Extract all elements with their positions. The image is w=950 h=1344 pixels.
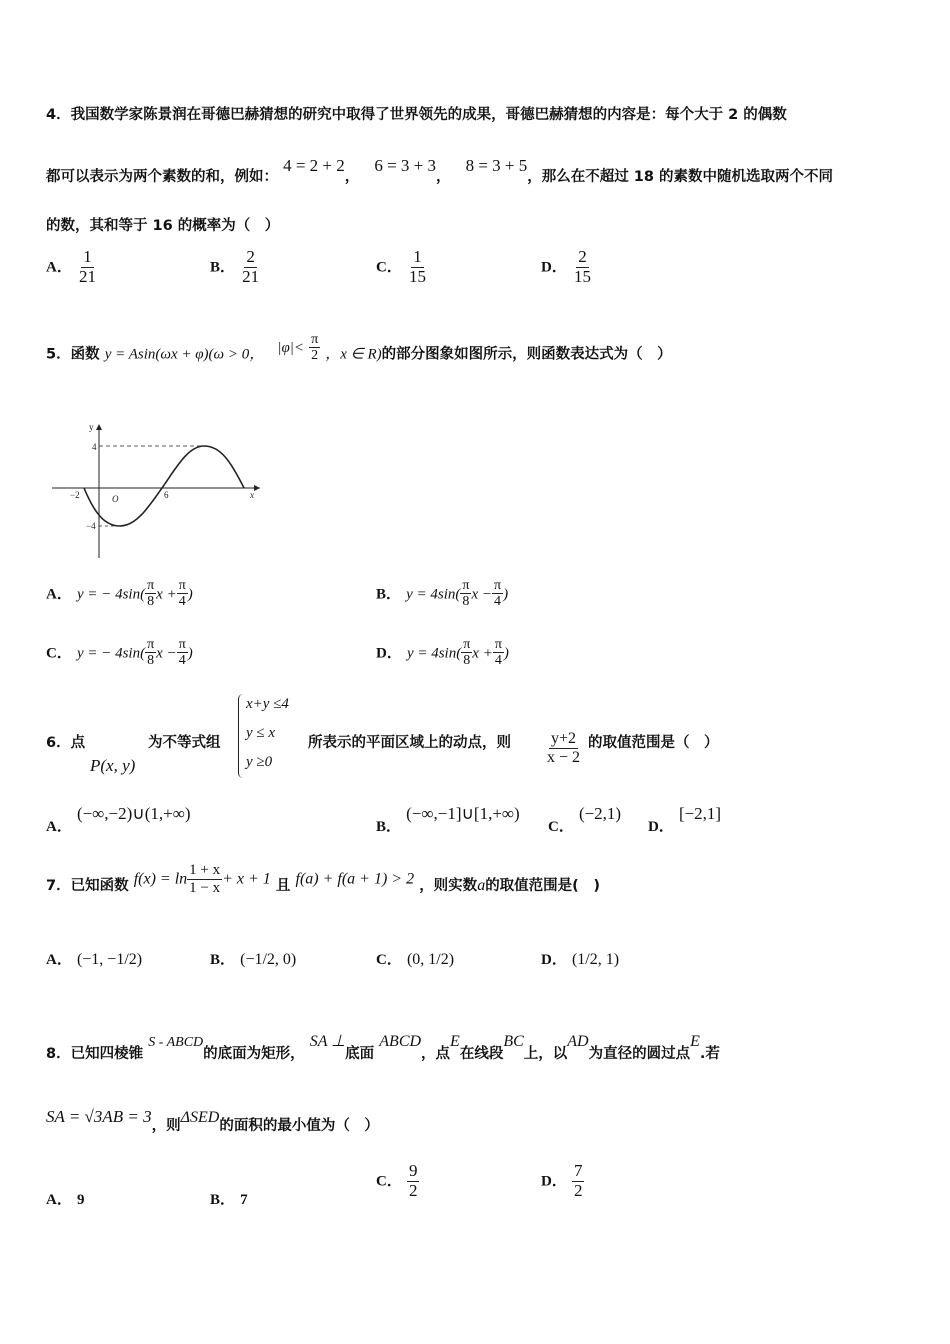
q6-ineq-3: y ≥0 (246, 754, 273, 770)
q8-option-b[interactable]: B． 7 (210, 1192, 248, 1208)
q5-stem: 5．函数 y = Asin(ωx + φ)(ω > 0， |φ|< $\frac{\pi}{2}$ ，x ∈ R)的部分图象如图所示，则函数表达式为（ ） (46, 332, 672, 364)
origin-label: O (112, 494, 119, 504)
x-axis-label: x (250, 490, 254, 500)
q4-option-b[interactable]: B． $\frac{2}{21}$ (210, 247, 260, 286)
q4-line2: 都可以表示为两个素数的和，例如： 4 = 2 + 2， 6 = 3 + 3， 8 = 3 + 5，那么在不超过 18 的素数中随机选取两个不同 (46, 156, 834, 185)
tick-y-bottom: −4 (86, 521, 96, 531)
q8-line2: SA = √3AB = 3，则ΔSED的面积的最小值为（ ） (46, 1107, 379, 1134)
q6-option-b[interactable]: B． (−∞,−1]∪[1,+∞) (376, 804, 520, 835)
q6-ineq-2: y ≤ x (246, 725, 276, 741)
q5-option-c[interactable]: C． y = − 4sin( $\frac{\pi}{8}$ x − $\frac{\pi}{4}$ ) (46, 637, 193, 669)
q7-option-b[interactable]: B． (−1/2, 0) (210, 951, 297, 968)
q4-option-c[interactable]: C． $\frac{1}{15}$ (376, 247, 426, 286)
q6-option-a[interactable]: A． (−∞,−2)∪(1,+∞) (46, 804, 191, 835)
q8-option-c[interactable]: C． $\frac{9}{2}$ (376, 1161, 418, 1200)
q6-option-d[interactable]: D． [−2,1] (648, 804, 722, 835)
q7-option-c[interactable]: C． (0, 1/2) (376, 951, 455, 968)
q8-option-a[interactable]: A． 9 (46, 1192, 85, 1208)
q6-point: P(x, y) (90, 756, 136, 775)
q6-option-c[interactable]: C． (−2,1) (548, 804, 622, 835)
q8-option-d[interactable]: D． $\frac{7}{2}$ (541, 1161, 583, 1200)
q6-brace (238, 694, 243, 778)
q4-line3: 的数，其和等于 16 的概率为（ ） (46, 218, 280, 234)
q5-option-a[interactable]: A． y = − 4sin( $\frac{\pi}{8}$ x + $\frac{\pi}{4}$ ) (46, 578, 193, 610)
q6-num: 6．点 (46, 735, 86, 751)
q6-fraction: $\frac{y+2}{x - 2}$ (547, 730, 581, 766)
q7-option-d[interactable]: D． (1/2, 1) (541, 951, 620, 968)
tick-x-left: −2 (70, 490, 80, 500)
q6-tail1: 所表示的平面区域上的动点，则 (308, 735, 511, 751)
q7-stem: 7．已知函数 f(x) = ln $\frac{1 + x}{1 - x}$ + x + 1 且 f(a) + f(a + 1) > 2 ，则实数a的取值范围是( ) (46, 862, 600, 896)
tick-y-top: 4 (92, 442, 97, 452)
q7-option-a[interactable]: A． (−1, −1/2) (46, 951, 143, 968)
q6-tail2: 的取值范围是（ ） (588, 735, 719, 751)
q5-option-b[interactable]: B． y = 4sin( $\frac{\pi}{8}$ x − $\frac{\pi}{4}$ ) (376, 578, 509, 610)
q4-option-d[interactable]: D． $\frac{2}{15}$ (541, 247, 591, 286)
sine-graph (52, 420, 267, 560)
q4-option-a[interactable]: A． $\frac{1}{21}$ (46, 247, 96, 286)
q6-ineq-1: x+y ≤4 (246, 696, 289, 712)
q4-line1: 4．我国数学家陈景润在哥德巴赫猜想的研究中取得了世界领先的成果，哥德巴赫猜想的内容是：每个大于 2 的偶数 (46, 107, 787, 123)
q8-line1: 8．已知四棱锥 S - ABCD的底面为矩形， SA ⊥底面 ABCD，点E在线段BC上，以AD为直径的圆过点E.若 (46, 1033, 720, 1062)
q6-mid: 为不等式组 (148, 735, 221, 751)
tick-x-mid: 6 (164, 490, 169, 500)
q5-option-d[interactable]: D． y = 4sin( $\frac{\pi}{8}$ x + $\frac{\pi}{4}$ ) (376, 637, 509, 669)
y-axis-label: y (89, 422, 94, 432)
